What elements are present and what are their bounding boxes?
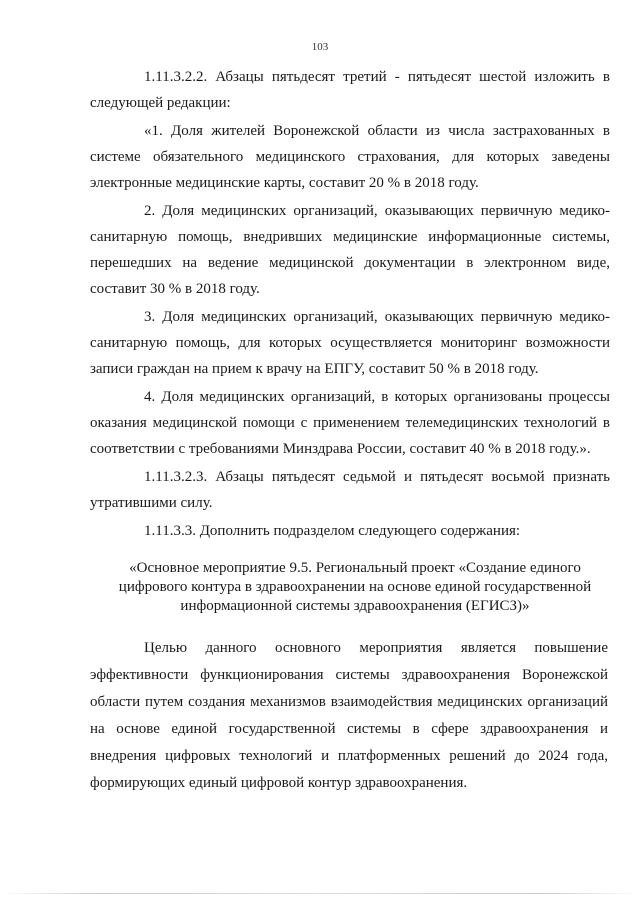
paragraph-item-1: «1. Доля жителей Воронежской области из числа застрахованных в системе обязательного медицинского страхования, для которых заведены электронные медицинские карты, составит 20 % в 2018 году. [90, 123, 610, 191]
paragraph-goal: Целью данного основного мероприятия является повышение эффективности функционирования системы здравоохранения Воронежской области путем создания механизмов взаимодействия медицинских организаций на основе единой государственной системы в сфере здравоохранения и внедрения цифровых технологий и платформенных решений до 2024 года, формирующих единый цифровой контур здравоохранения. [90, 640, 608, 791]
section-heading: «Основное мероприятие 9.5. Региональный проект «Создание единого цифрового контура в здравоохранении на основе единой государственной информационной системы здравоохранения (ЕГИСЗ)» [118, 560, 592, 614]
paragraph-item-4: 4. Доля медицинских организаций, в которых организованы процессы оказания медицинской помощи с применением телемедицинских технологий в соответствии с требованиями Минздрава России, составит 40 % в 2018 году.». [90, 389, 610, 457]
paragraph-addition: 1.11.3.3. Дополнить подразделом следующего содержания: [144, 523, 521, 539]
paragraph-item-2: 2. Доля медицинских организаций, оказывающих первичную медико-санитарную помощь, внедривших медицинские информационные системы, перешедших на ведение медицинской документации в электронном виде, составит 30 % в 2018 году. [90, 203, 610, 297]
document-body [90, 64, 610, 544]
paragraph-item-3: 3. Доля медицинских организаций, оказывающих первичную медико-санитарную помощь, для которых осуществляется мониторинг возможности записи граждан на прием к врачу на ЕПГУ, составит 50 % в 2018 году. [90, 309, 610, 377]
paragraph-amendment-intro: 1.11.3.2.2. Абзацы пятьдесят третий - пятьдесят шестой изложить в следующей редакции: [90, 69, 610, 111]
page-number: 103 [311, 41, 329, 53]
scan-edge-line [0, 893, 640, 894]
paragraph-repeal: 1.11.3.2.3. Абзацы пятьдесят седьмой и пятьдесят восьмой признать утратившими силу. [90, 469, 610, 511]
